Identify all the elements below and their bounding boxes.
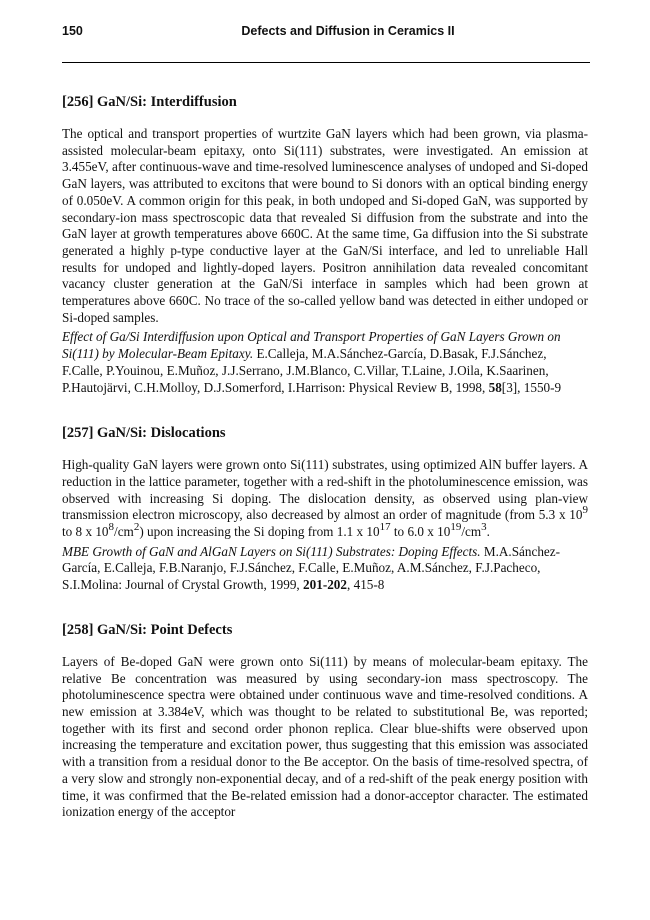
header-rule: [62, 62, 590, 63]
entry-abstract: Layers of Be-doped GaN were grown onto Si(111) by means of molecular-beam epitaxy. The relative Be concentration was measured by using secondary-ion mass spectroscopy. The photoluminescence spectra were obtained under continuous wave and time-resolved conditions. A new emission at 3.384eV, which was thought to be related to substitutional Be, was reported; together with its first and second order phonon replica. Clear blue-shifts were observed upon increasing the temperature and excitation power, thus suggesting that this emission was associated with a transition from a residual donor to the Be acceptor. On the basis of time-resolved spectra, of a very slow and strongly non-exponential decay, and of a red-shift of the peak energy position with time, it was confirmed that the Be-related emission had a donor-acceptor character. The estimated ionization energy of the acceptor: [62, 653, 588, 820]
abstract-text: /cm: [461, 524, 482, 540]
citation-volume: 58: [488, 379, 502, 395]
entry-abstract: The optical and transport properties of wurtzite GaN layers which had been grown, via plasma-assisted molecular-beam epitaxy, onto Si(111) substrates, were investigated. An emission at 3.455eV, after continuous-wave and time-resolved luminescence analyses of undoped and Si-doped GaN layers, was attributed to excitons that were bound to Si donors with an optical binding energy of 0.050eV. A common origin for this peak, in both undoped and Si-doped GaN, was supported by secondary-ion mass spectroscopic data that revealed Si diffusion from the substrate and into the GaN layer at growth temperatures above 660C. At the same time, Ga diffusion into the Si substrate generated a highly p-type conductive layer at the GaN/Si interface, and led to unreliable Hall results for undoped and lightly-doped layers. Positron annihilation data revealed concomitant vacancy cluster generation at the GaN/Si interface in samples which had been grown at temperatures above 660C. No trace of the so-called yellow band was detected in either undoped or Si-doped samples.: [62, 126, 588, 325]
entry-citation: [62, 544, 588, 594]
exponent: 19: [450, 520, 462, 533]
entry-heading: [258] GaN/Si: Point Defects: [62, 621, 233, 638]
exponent: 17: [379, 520, 391, 533]
entry-heading: [256] GaN/Si: Interdiffusion: [62, 94, 237, 110]
citation-title: MBE Growth of GaN and AlGaN Layers on Si(111) Substrates: Doping Effects.: [62, 543, 481, 559]
citation-authors: E.Calleja, M.A.Sánchez-García, D.Basak, F.J.Sánchez, F.Calle, P.Youinou, E.Muñoz, J.J.Serrano, J.M.Blanco, C.Villar, T.Laine, J.Oila, K.Saarinen, P.Hautojärvi, C.H.Molloy, D.J.Somerford, I.Harrison: Physical Review B, 1998,: [62, 346, 549, 395]
citation-title: Effect of Ga/Si Interdiffusion upon Optical and Transport Properties of GaN Layers Grown on Si(111) by Molecular-Beam Epitaxy.: [62, 329, 561, 362]
citation-volume: 201-202: [303, 577, 347, 593]
running-header: [62, 24, 590, 42]
citation-pages: [3], 1550-9: [501, 379, 562, 395]
abstract-text: /cm: [114, 524, 134, 540]
exponent: 2: [133, 520, 140, 533]
entry-abstract: [62, 457, 588, 541]
exponent: 9: [582, 503, 588, 516]
exponent: 3: [481, 520, 487, 533]
citation-authors: M.A.Sánchez-García, E.Calleja, F.B.Naranjo, F.J.Sánchez, F.Calle, E.Muñoz, A.M.Sánchez, F.J.Pacheco, S.I.Molina: Journal of Crystal Growth, 1999,: [62, 543, 561, 593]
exponent: 8: [108, 520, 115, 533]
entry-258: [62, 621, 588, 821]
abstract-text: to 8 x 10: [62, 524, 109, 540]
entry-heading: [257] GaN/Si: Dislocations: [62, 425, 226, 442]
citation-pages: , 415-8: [347, 577, 385, 593]
page-content: [62, 93, 588, 821]
abstract-text: to 6.0 x 10: [390, 524, 451, 540]
entry-257: [62, 424, 588, 594]
entry-citation: [62, 329, 588, 396]
abstract-text: .: [486, 524, 490, 540]
abstract-text: High-quality GaN layers were grown onto Si(111) substrates, using optimized AlN buffer layers. A reduction in the lattice parameter, together with a red-shift in the photoluminescence emission, was observed with increasing Si doping. The dislocation density, as observed using plan-view transmission electron microscopy, also decreased by almost an order of magnitude (from 5.3 x 10: [62, 457, 588, 523]
page-number: 150: [62, 24, 83, 38]
entry-256: [62, 93, 588, 396]
running-title: Defects and Diffusion in Ceramics II: [241, 24, 455, 38]
abstract-text: ) upon increasing the Si doping from 1.1 x 10: [139, 524, 380, 540]
